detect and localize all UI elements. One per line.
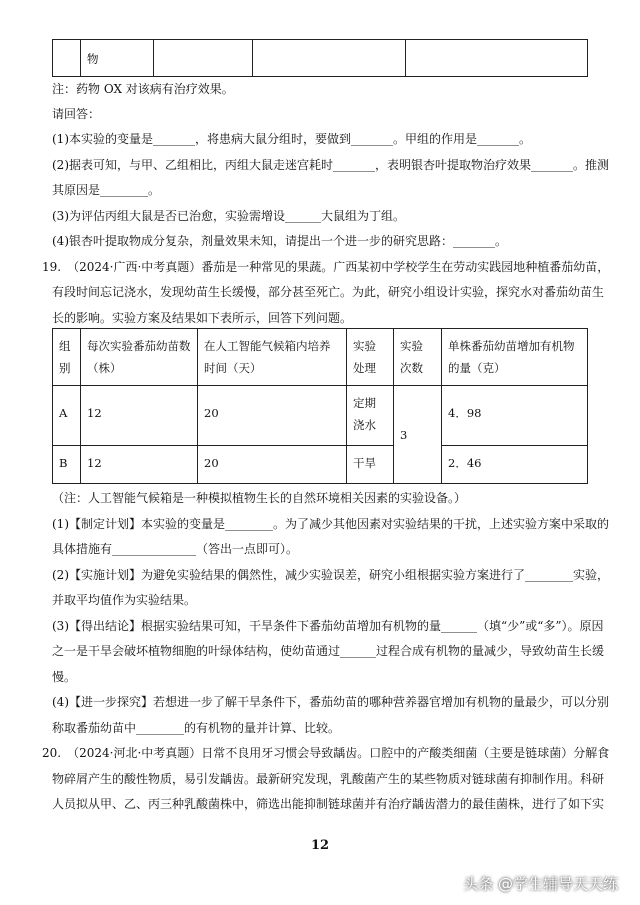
cell-result: 4．98	[442, 386, 588, 446]
q20-line2: 物碎屑产生的酸性物质，易引发龋齿。最新研究发现，乳酸菌产生的某些物质对链球菌有抑制作用。科研	[52, 772, 605, 786]
experiment-table	[52, 328, 588, 484]
header-cell-days: 在人工智能气候箱内培养时间（天）	[198, 329, 347, 386]
q18-sub2b: 其原因是________。	[52, 183, 161, 197]
q19-intro1: 19. （2024·广西·中考真题）番茄是一种常见的果蔬。广西某初中学校学生在劳动实践园地种植番茄幼苗，	[42, 260, 610, 274]
header-cell-times: 实验次数	[394, 329, 442, 386]
q20-line1: 20. （2024·河北·中考真题）日常不良用牙习惯会导致龋齿。口腔中的产酸类细菌（主要是链球菌）分解食	[42, 746, 610, 760]
cell-group: A	[53, 386, 81, 446]
cell-times: 3	[394, 386, 442, 484]
q20-line3: 人员拟从甲、乙、丙三种乳酸菌株中，筛选出能抑制链球菌并有治疗龋齿潜力的最佳菌株，进行了如下实	[52, 797, 605, 811]
q19-p1a: (1)【制定计划】本实验的变量是________。为了减少其他因素对实验结果的干扰，上述实验方案中采取的	[52, 517, 610, 531]
q18-sub4: (4)银杏叶提取物成分复杂，剂量效果未知，请提出一个进一步的研究思路：_______。	[52, 234, 508, 248]
q19-p3b: 之一是干旱会破坏植物细胞的叶绿体结构，使幼苗通过______过程合成有机物的量减少，导致幼苗生长缓	[52, 644, 605, 658]
q19-p4a: (4)【进一步探究】若想进一步了解干旱条件下，番茄幼苗的哪种营养器官增加有机物的量最少，可以分别	[52, 695, 610, 709]
q19-p2a: (2)【实施计划】为避免实验结果的偶然性，减少实验误差，研究小组根据实验方案进行了________实验，	[52, 568, 610, 582]
top-table	[52, 39, 588, 77]
q19-note: （注：人工智能气候箱是一种模拟植物生长的自然环境相关因素的实验设备。）	[52, 491, 467, 505]
cell-days: 20	[198, 446, 347, 484]
q19-p1b: 具体措施有______________（答出一点即可）。	[52, 542, 299, 556]
cell-count: 12	[81, 446, 198, 484]
q18-sub1: (1)本实验的变量是_______，将患病大鼠分组时，要做到_______。甲组的作用是_______。	[52, 132, 532, 146]
q18-sub2a: (2)据表可知，与甲、乙组相比，丙组大鼠走迷宫耗时_______，表明银杏叶提取物治疗效果_______。推测	[52, 158, 610, 172]
table-row	[53, 386, 588, 446]
top-table-cell	[154, 40, 253, 77]
header-cell-result: 单株番茄幼苗增加有机物的量（克）	[442, 329, 588, 386]
top-table-cell	[53, 40, 81, 77]
cell-days: 20	[198, 386, 347, 446]
q19-intro3: 长的影响。实验方案及结果如下表所示，回答下列问题。	[52, 311, 353, 325]
q19-p4b: 称取番茄幼苗中________的有机物的量并计算、比较。	[52, 721, 341, 735]
cell-count: 12	[81, 386, 198, 446]
top-table-cell	[253, 40, 406, 77]
q19-p3a: (3)【得出结论】根据实验结果可知，干旱条件下番茄幼苗增加有机物的量______（填“少”或“多”）。原因	[52, 619, 604, 633]
top-table-cell	[81, 40, 154, 77]
q18-sub3: (3)为评估丙组大鼠是否已治愈，实验需增设______大鼠组为丁组。	[52, 209, 406, 223]
q18-note: 注：药物 OX 对该病有治疗效果。	[52, 82, 234, 96]
cell-treatment: 定期浇水	[347, 386, 394, 446]
top-table-cell	[406, 40, 588, 77]
watermark: 头条 @学生辅导天天练	[463, 875, 618, 893]
page-number: 12	[310, 838, 330, 853]
q19-p3c: 慢。	[52, 670, 77, 684]
top-table-cell-text: 物	[87, 52, 99, 66]
cell-treatment: 干旱	[347, 446, 394, 484]
cell-result: 2．46	[442, 446, 588, 484]
q18-prompt: 请回答：	[52, 107, 101, 121]
header-cell-treatment: 实验处理	[347, 329, 394, 386]
q19-intro2: 有段时间忘记浇水，发现幼苗生长缓慢，部分甚至死亡。为此，研究小组设计实验，探究水对番茄幼苗生	[52, 285, 605, 299]
header-cell-count: 每次实验番茄幼苗数（株）	[81, 329, 198, 386]
cell-group: B	[53, 446, 81, 484]
table-row	[53, 446, 588, 484]
table-header-row	[53, 329, 588, 386]
header-cell-group: 组别	[53, 329, 81, 386]
q19-p2b: 并取平均值作为实验结果。	[52, 593, 197, 607]
